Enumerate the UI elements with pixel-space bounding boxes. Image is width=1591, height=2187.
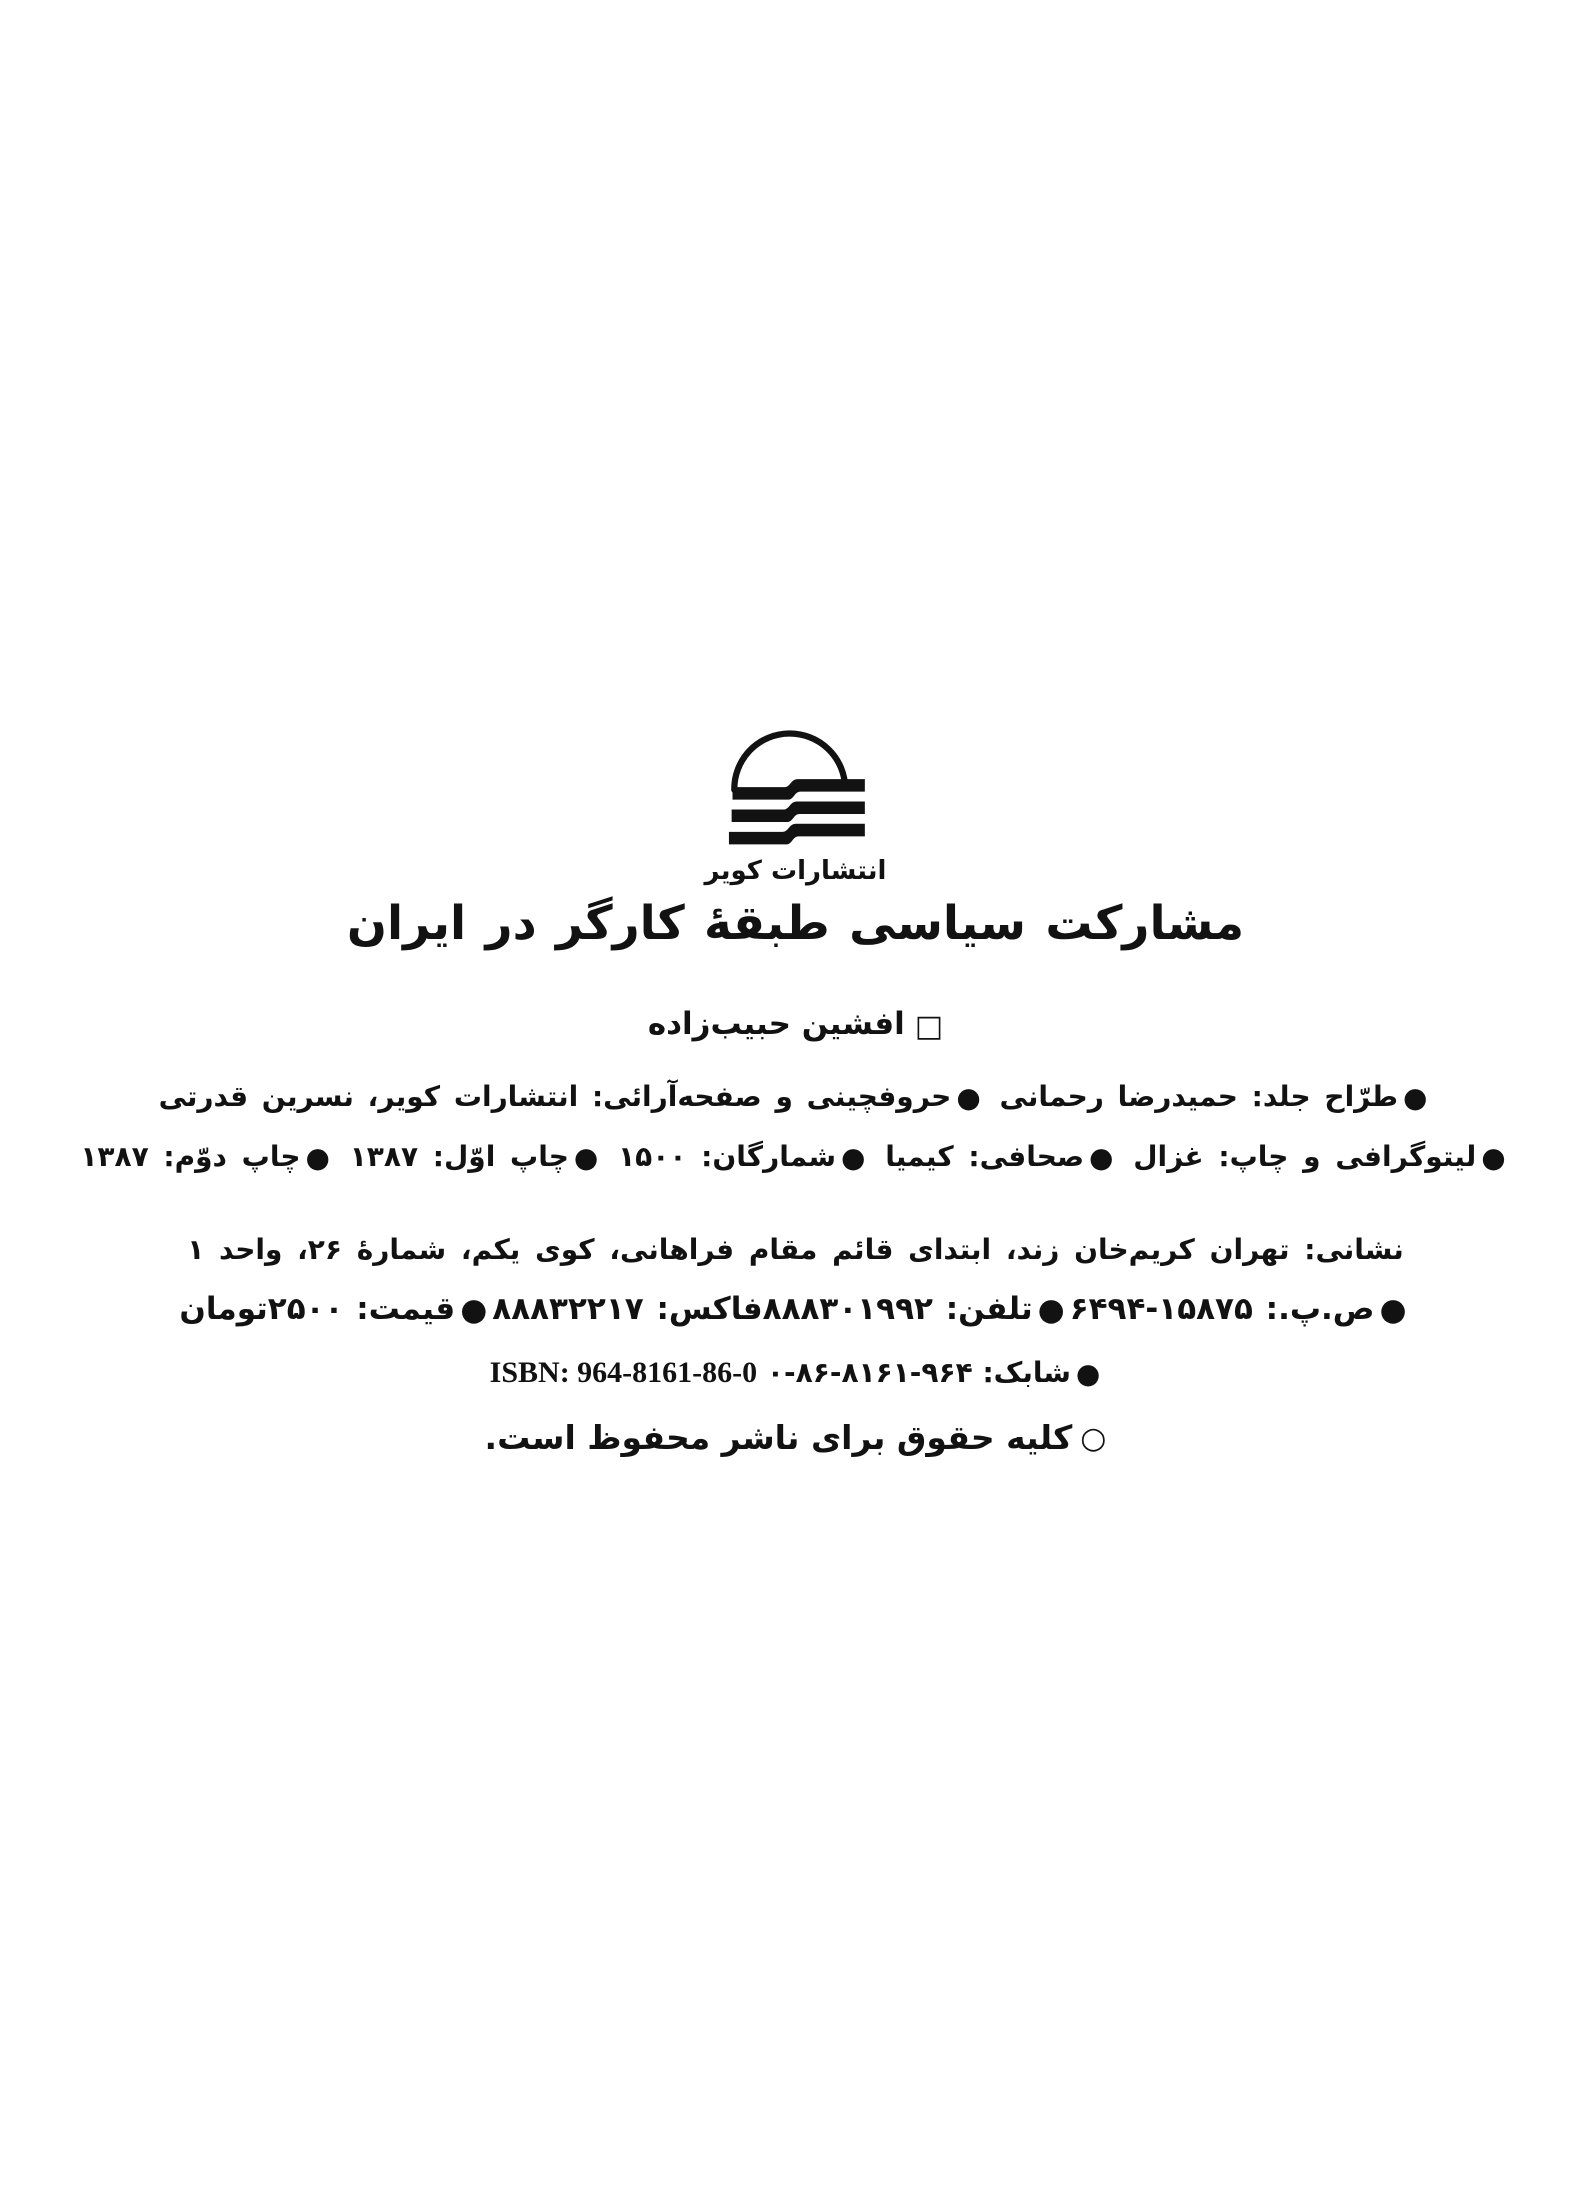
contact-line xyxy=(0,1291,1591,1328)
bullet-icon: ● xyxy=(305,1141,330,1174)
bullet-icon: ● xyxy=(1089,1141,1114,1174)
bullet-icon: ● xyxy=(573,1141,599,1174)
circle-marker-icon: ○ xyxy=(1080,1421,1107,1456)
kavir-publications-logo-icon xyxy=(720,706,872,854)
credits-line xyxy=(0,1080,1591,1114)
cover-designer: طرّاح جلد: حمیدرضا رحمانی xyxy=(999,1080,1398,1113)
isbn-label: شابک: xyxy=(982,1356,1071,1389)
bullet-icon: ● xyxy=(1075,1357,1101,1390)
binding-credit: صحافی: کیمیا xyxy=(885,1140,1085,1173)
bullet-icon: ● xyxy=(841,1141,866,1174)
bullet-icon: ● xyxy=(460,1292,488,1328)
typesetting-credit: حروفچینی و صفحه‌آرائی: انتشارات کویر، نسرین قدرتی xyxy=(158,1080,952,1113)
bullet-icon: ● xyxy=(1037,1292,1065,1328)
lithography-credit: لیتوگرافی و چاپ: غزال xyxy=(1133,1140,1477,1173)
author-name: افشین حبیب‌زاده xyxy=(647,1006,905,1042)
first-edition: چاپ اوّل: ۱۳۸۷ xyxy=(349,1140,569,1173)
bullet-icon: ● xyxy=(956,1081,981,1114)
isbn-latin: ISBN: 964-8161-86-0 xyxy=(489,1356,758,1389)
isbn-persian: ۹۶۴-۸۱۶۱-۸۶-۰ xyxy=(766,1356,973,1389)
bullet-icon: ● xyxy=(1481,1141,1506,1174)
isbn-line xyxy=(0,1356,1591,1390)
po-box: ص.پ.: ۱۵۸۷۵-۶۴۹۴ xyxy=(1069,1291,1375,1327)
publisher-logo-name: انتشارات کویر xyxy=(704,856,887,886)
print-run: شمارگان: ۱۵۰۰ xyxy=(618,1140,837,1173)
address-line: نشانی: تهران کریم‌خان زند، ابتدای قائم مقام فراهانی، کوی یکم، شمارهٔ ۲۶، واحد ۱ xyxy=(187,1233,1404,1266)
second-edition: چاپ دوّم: ۱۳۸۷ xyxy=(80,1140,301,1173)
printing-line xyxy=(0,1140,1591,1174)
square-marker-icon: □ xyxy=(914,1009,944,1044)
bullet-icon: ● xyxy=(1379,1292,1407,1328)
book-title: مشارکت سیاسی طبقهٔ کارگر در ایران xyxy=(346,896,1245,951)
price: قیمت: ۲۵۰۰تومان xyxy=(179,1291,456,1327)
copyright-line xyxy=(0,1418,1591,1457)
phone-fax: تلفن: ۸۸۸۳۰۱۹۹۲فاکس: ۸۸۸۳۲۲۱۷ xyxy=(492,1291,1033,1327)
publisher-logo xyxy=(0,706,1591,858)
author-line xyxy=(0,1006,1591,1044)
bullet-icon: ● xyxy=(1402,1081,1428,1114)
copyright-text: کلیه حقوق برای ناشر محفوظ است. xyxy=(484,1418,1073,1457)
